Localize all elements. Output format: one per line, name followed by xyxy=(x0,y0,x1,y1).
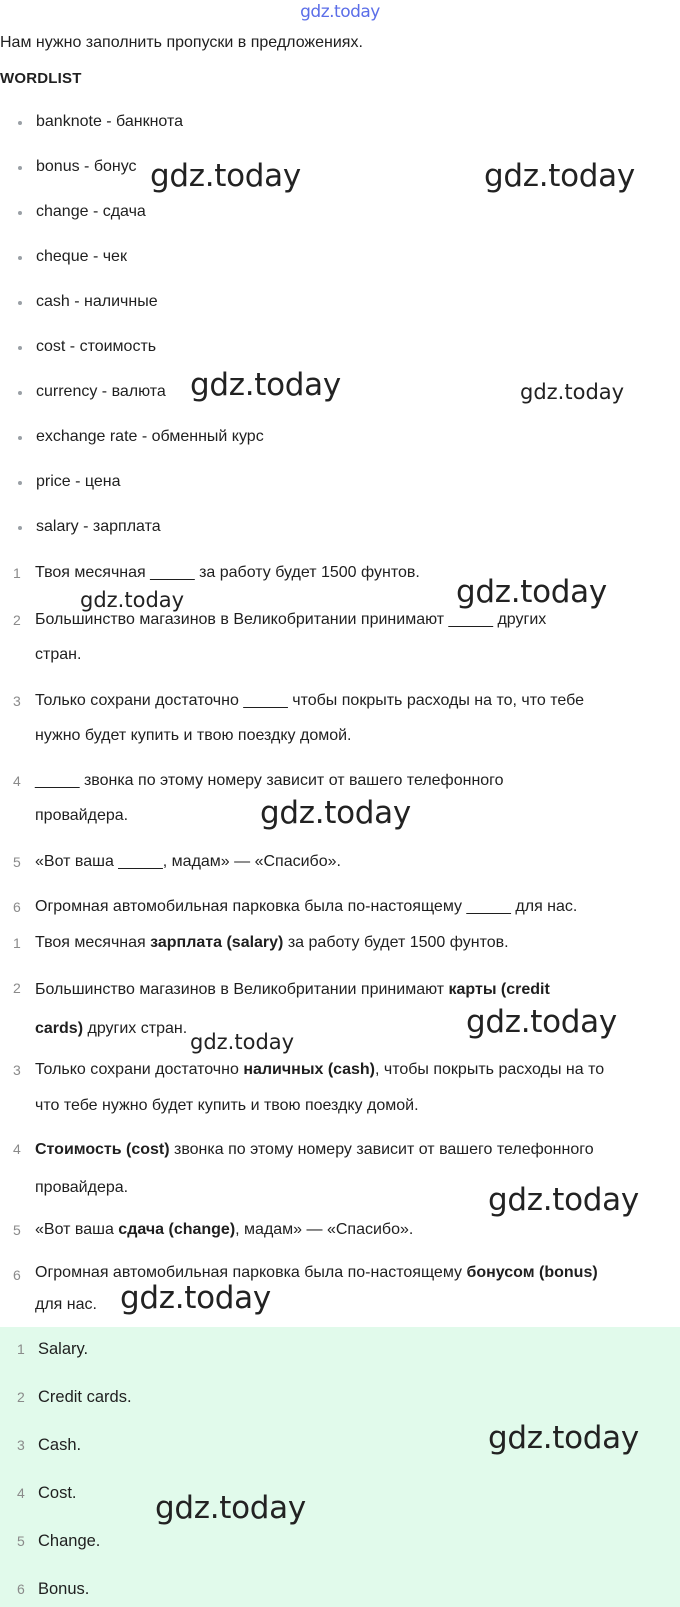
task-text: Большинство магазинов в Великобритании принимают _____ других стран. xyxy=(35,611,547,663)
task-number: 6 xyxy=(13,1267,21,1283)
task-number: 4 xyxy=(13,773,21,789)
list-item: price - цена xyxy=(0,472,264,517)
answer-text: Cash. xyxy=(38,1436,82,1454)
answer-number: 4 xyxy=(17,1485,25,1501)
list-item: change - сдача xyxy=(0,202,264,247)
watermark: gdz.today xyxy=(120,1280,271,1316)
filled-text: Большинство магазинов в Великобритании принимают карты (credit cards) других стран. xyxy=(35,981,550,1037)
answer-number: 6 xyxy=(17,1581,25,1597)
watermark: gdz.today xyxy=(190,367,341,403)
task-text: Твоя месячная _____ за работу будет 1500 фунтов. xyxy=(35,564,420,581)
answer-text: Change. xyxy=(38,1532,101,1550)
filled-text: Огромная автомобильная парковка была по-настоящему бонусом (bonus) для нас. xyxy=(35,1264,598,1313)
task-text: «Вот ваша _____, мадам» — «Спасибо». xyxy=(35,853,341,870)
list-item: cash - наличные xyxy=(0,292,264,337)
answer-number: 1 xyxy=(17,1341,25,1357)
task-number: 3 xyxy=(13,1062,21,1078)
watermark: gdz.today xyxy=(456,574,607,610)
list-item: bonus - бонус xyxy=(0,157,264,202)
task-text: Только сохрани достаточно _____ чтобы покрыть расходы на то, что тебе нужно будет купить и твою поездку домой. xyxy=(35,692,584,744)
filled-text: Стоимость (cost) звонка по этому номеру зависит от вашего телефонного провайдера. xyxy=(35,1141,594,1196)
watermark: gdz.today xyxy=(466,1004,617,1040)
task-number: 1 xyxy=(13,935,21,951)
answer-text: Salary. xyxy=(38,1340,89,1358)
list-item: cheque - чек xyxy=(0,247,264,292)
watermark: gdz.today xyxy=(488,1420,639,1456)
filled-text: Только сохрани достаточно наличных (cash), чтобы покрыть расходы на то что тебе нужно будет купить и твою поездку домой. xyxy=(35,1061,605,1114)
list-item: banknote - банкнота xyxy=(0,112,264,157)
watermark: gdz.today xyxy=(488,1182,639,1218)
watermark: gdz.today xyxy=(260,795,411,831)
watermark: gdz.today xyxy=(150,158,301,194)
watermark: gdz.today xyxy=(80,588,185,612)
answer-text: Credit cards. xyxy=(38,1388,132,1406)
list-item: cost - стоимость xyxy=(0,337,264,382)
wordlist-heading: WORDLIST xyxy=(0,70,82,87)
site-logo[interactable]: gdz.today xyxy=(300,2,380,22)
watermark: gdz.today xyxy=(155,1490,306,1526)
filled-text: «Вот ваша сдача (change), мадам» — «Спасибо». xyxy=(35,1221,414,1238)
task-number: 1 xyxy=(13,565,21,581)
watermark: gdz.today xyxy=(190,1030,295,1054)
answer-number: 2 xyxy=(17,1389,25,1405)
task-text: _____ звонка по этому номеру зависит от вашего телефонного провайдера. xyxy=(35,772,504,824)
answer-number: 3 xyxy=(17,1437,25,1453)
intro-text: Нам нужно заполнить пропуски в предложениях. xyxy=(0,34,363,51)
list-item: exchange rate - обменный курс xyxy=(0,427,264,472)
task-number: 5 xyxy=(13,854,21,870)
list-item: currency - валюта xyxy=(0,382,264,427)
task-number: 4 xyxy=(13,1141,21,1157)
answers-panel xyxy=(0,1327,680,1607)
watermark: gdz.today xyxy=(484,158,635,194)
task-number: 6 xyxy=(13,899,21,915)
list-item: salary - зарплата xyxy=(0,517,264,562)
filled-text: Твоя месячная зарплата (salary) за работу будет 1500 фунтов. xyxy=(35,934,509,951)
task-number: 2 xyxy=(13,612,21,628)
task-text: Огромная автомобильная парковка была по-настоящему _____ для нас. xyxy=(35,898,578,915)
watermark: gdz.today xyxy=(520,380,625,404)
answer-text: Cost. xyxy=(38,1484,77,1502)
task-number: 5 xyxy=(13,1222,21,1238)
wordlist xyxy=(0,112,264,562)
answer-number: 5 xyxy=(17,1533,25,1549)
answer-text: Bonus. xyxy=(38,1580,90,1598)
task-number: 3 xyxy=(13,693,21,709)
task-number: 2 xyxy=(13,980,21,996)
